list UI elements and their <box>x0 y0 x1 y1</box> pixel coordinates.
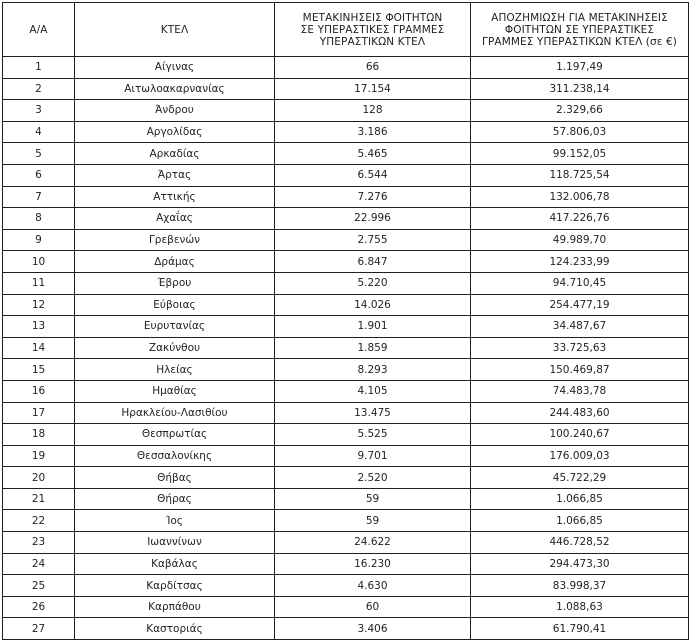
cell-aa: 1 <box>3 57 75 79</box>
table-row <box>3 532 689 554</box>
cell-aa: 16 <box>3 380 75 402</box>
header-movements <box>275 3 471 57</box>
table-row <box>3 553 689 575</box>
cell-aa: 2 <box>3 78 75 100</box>
cell-movements: 5.465 <box>275 143 471 165</box>
cell-aa: 14 <box>3 337 75 359</box>
header-ktel: ΚΤΕΛ <box>75 3 275 57</box>
cell-ktel: Δράμας <box>75 251 275 273</box>
cell-compensation: 74.483,78 <box>471 380 689 402</box>
cell-ktel: Θεσπρωτίας <box>75 424 275 446</box>
cell-ktel: Αρκαδίας <box>75 143 275 165</box>
table-row <box>3 618 689 640</box>
cell-compensation: 311.238,14 <box>471 78 689 100</box>
cell-movements: 6.544 <box>275 164 471 186</box>
cell-movements: 66 <box>275 57 471 79</box>
table-row <box>3 143 689 165</box>
cell-aa: 5 <box>3 143 75 165</box>
cell-compensation: 57.806,03 <box>471 121 689 143</box>
table-row <box>3 57 689 79</box>
cell-compensation: 124.233,99 <box>471 251 689 273</box>
cell-aa: 6 <box>3 164 75 186</box>
cell-ktel: Αργολίδας <box>75 121 275 143</box>
table-row <box>3 467 689 489</box>
cell-ktel: Άρτας <box>75 164 275 186</box>
cell-ktel: Ηλείας <box>75 359 275 381</box>
cell-aa: 9 <box>3 229 75 251</box>
cell-movements: 2.520 <box>275 467 471 489</box>
table-row <box>3 316 689 338</box>
cell-ktel: Θεσσαλονίκης <box>75 445 275 467</box>
cell-compensation: 244.483,60 <box>471 402 689 424</box>
cell-movements: 4.105 <box>275 380 471 402</box>
cell-aa: 26 <box>3 596 75 618</box>
table-row <box>3 488 689 510</box>
cell-compensation: 33.725,63 <box>471 337 689 359</box>
cell-movements: 2.755 <box>275 229 471 251</box>
cell-aa: 21 <box>3 488 75 510</box>
table-row <box>3 445 689 467</box>
cell-movements: 24.622 <box>275 532 471 554</box>
cell-ktel: Καστοριάς <box>75 618 275 640</box>
cell-compensation: 49.989,70 <box>471 229 689 251</box>
table-row <box>3 164 689 186</box>
cell-compensation: 254.477,19 <box>471 294 689 316</box>
cell-aa: 8 <box>3 208 75 230</box>
table-row <box>3 596 689 618</box>
cell-compensation: 1.066,85 <box>471 510 689 532</box>
cell-movements: 4.630 <box>275 575 471 597</box>
cell-ktel: Ίος <box>75 510 275 532</box>
table-row <box>3 208 689 230</box>
cell-ktel: Γρεβενών <box>75 229 275 251</box>
cell-aa: 15 <box>3 359 75 381</box>
cell-movements: 6.847 <box>275 251 471 273</box>
cell-aa: 3 <box>3 100 75 122</box>
cell-ktel: Ηρακλείου-Λασιθίου <box>75 402 275 424</box>
cell-compensation: 94.710,45 <box>471 272 689 294</box>
cell-movements: 1.859 <box>275 337 471 359</box>
table-row <box>3 186 689 208</box>
header-movements-line: ΜΕΤΑΚΙΝΗΣΕΙΣ ΦΟΙΤΗΤΩΝ <box>302 11 443 24</box>
cell-movements: 1.901 <box>275 316 471 338</box>
cell-ktel: Αίγινας <box>75 57 275 79</box>
table-row <box>3 272 689 294</box>
table-row <box>3 100 689 122</box>
header-movements-line: ΥΠΕΡΑΣΤΙΚΩΝ ΚΤΕΛ <box>319 35 426 48</box>
cell-aa: 27 <box>3 618 75 640</box>
cell-aa: 17 <box>3 402 75 424</box>
cell-movements: 128 <box>275 100 471 122</box>
table-row <box>3 359 689 381</box>
cell-aa: 11 <box>3 272 75 294</box>
cell-movements: 60 <box>275 596 471 618</box>
header-compensation-line: ΓΡΑΜΜΕΣ ΥΠΕΡΑΣΤΙΚΩΝ ΚΤΕΛ (σε €) <box>482 35 677 48</box>
cell-aa: 22 <box>3 510 75 532</box>
cell-compensation: 150.469,87 <box>471 359 689 381</box>
table-row <box>3 294 689 316</box>
table-header-row <box>3 3 689 57</box>
cell-movements: 59 <box>275 510 471 532</box>
cell-compensation: 61.790,41 <box>471 618 689 640</box>
cell-ktel: Καρδίτσας <box>75 575 275 597</box>
cell-compensation: 2.329,66 <box>471 100 689 122</box>
cell-movements: 17.154 <box>275 78 471 100</box>
table-row <box>3 380 689 402</box>
cell-ktel: Καβάλας <box>75 553 275 575</box>
cell-movements: 3.186 <box>275 121 471 143</box>
cell-ktel: Θήρας <box>75 488 275 510</box>
cell-movements: 22.996 <box>275 208 471 230</box>
cell-compensation: 176.009,03 <box>471 445 689 467</box>
cell-aa: 18 <box>3 424 75 446</box>
table-row <box>3 78 689 100</box>
cell-ktel: Αχαΐας <box>75 208 275 230</box>
cell-movements: 5.220 <box>275 272 471 294</box>
table-row <box>3 337 689 359</box>
cell-aa: 10 <box>3 251 75 273</box>
cell-movements: 16.230 <box>275 553 471 575</box>
table-body <box>3 57 689 640</box>
cell-ktel: Άνδρου <box>75 100 275 122</box>
cell-compensation: 446.728,52 <box>471 532 689 554</box>
cell-ktel: Ημαθίας <box>75 380 275 402</box>
cell-compensation: 1.066,85 <box>471 488 689 510</box>
cell-movements: 3.406 <box>275 618 471 640</box>
cell-compensation: 83.998,37 <box>471 575 689 597</box>
cell-ktel: Ευρυτανίας <box>75 316 275 338</box>
cell-aa: 13 <box>3 316 75 338</box>
cell-ktel: Ζακύνθου <box>75 337 275 359</box>
header-aa: Α/Α <box>3 3 75 57</box>
cell-compensation: 132.006,78 <box>471 186 689 208</box>
cell-movements: 5.525 <box>275 424 471 446</box>
cell-ktel: Αιτωλοακαρνανίας <box>75 78 275 100</box>
cell-compensation: 99.152,05 <box>471 143 689 165</box>
cell-ktel: Έβρου <box>75 272 275 294</box>
cell-compensation: 1.088,63 <box>471 596 689 618</box>
header-compensation-line: ΑΠΟΖΗΜΙΩΣΗ ΓΙΑ ΜΕΤΑΚΙΝΗΣΕΙΣ <box>491 11 668 24</box>
table-row <box>3 121 689 143</box>
cell-aa: 12 <box>3 294 75 316</box>
cell-ktel: Θήβας <box>75 467 275 489</box>
cell-movements: 13.475 <box>275 402 471 424</box>
cell-movements: 9.701 <box>275 445 471 467</box>
table-row <box>3 402 689 424</box>
table-row <box>3 424 689 446</box>
cell-compensation: 294.473,30 <box>471 553 689 575</box>
cell-aa: 20 <box>3 467 75 489</box>
cell-ktel: Καρπάθου <box>75 596 275 618</box>
cell-compensation: 34.487,67 <box>471 316 689 338</box>
cell-ktel: Ιωαννίνων <box>75 532 275 554</box>
cell-compensation: 1.197,49 <box>471 57 689 79</box>
cell-aa: 24 <box>3 553 75 575</box>
header-compensation <box>471 3 689 57</box>
cell-movements: 14.026 <box>275 294 471 316</box>
table-row <box>3 510 689 532</box>
cell-aa: 25 <box>3 575 75 597</box>
cell-movements: 8.293 <box>275 359 471 381</box>
ktel-compensation-table <box>2 2 689 640</box>
cell-compensation: 45.722,29 <box>471 467 689 489</box>
cell-ktel: Εύβοιας <box>75 294 275 316</box>
cell-movements: 7.276 <box>275 186 471 208</box>
cell-compensation: 118.725,54 <box>471 164 689 186</box>
cell-compensation: 100.240,67 <box>471 424 689 446</box>
cell-aa: 19 <box>3 445 75 467</box>
table-row <box>3 229 689 251</box>
cell-aa: 4 <box>3 121 75 143</box>
header-movements-line: ΣΕ ΥΠΕΡΑΣΤΙΚΕΣ ΓΡΑΜΜΕΣ <box>300 23 445 36</box>
cell-movements: 59 <box>275 488 471 510</box>
cell-aa: 23 <box>3 532 75 554</box>
table-row <box>3 575 689 597</box>
table-row <box>3 251 689 273</box>
cell-aa: 7 <box>3 186 75 208</box>
cell-compensation: 417.226,76 <box>471 208 689 230</box>
cell-ktel: Αττικής <box>75 186 275 208</box>
header-compensation-line: ΦΟΙΤΗΤΩΝ ΣΕ ΥΠΕΡΑΣΤΙΚΕΣ <box>504 23 655 36</box>
